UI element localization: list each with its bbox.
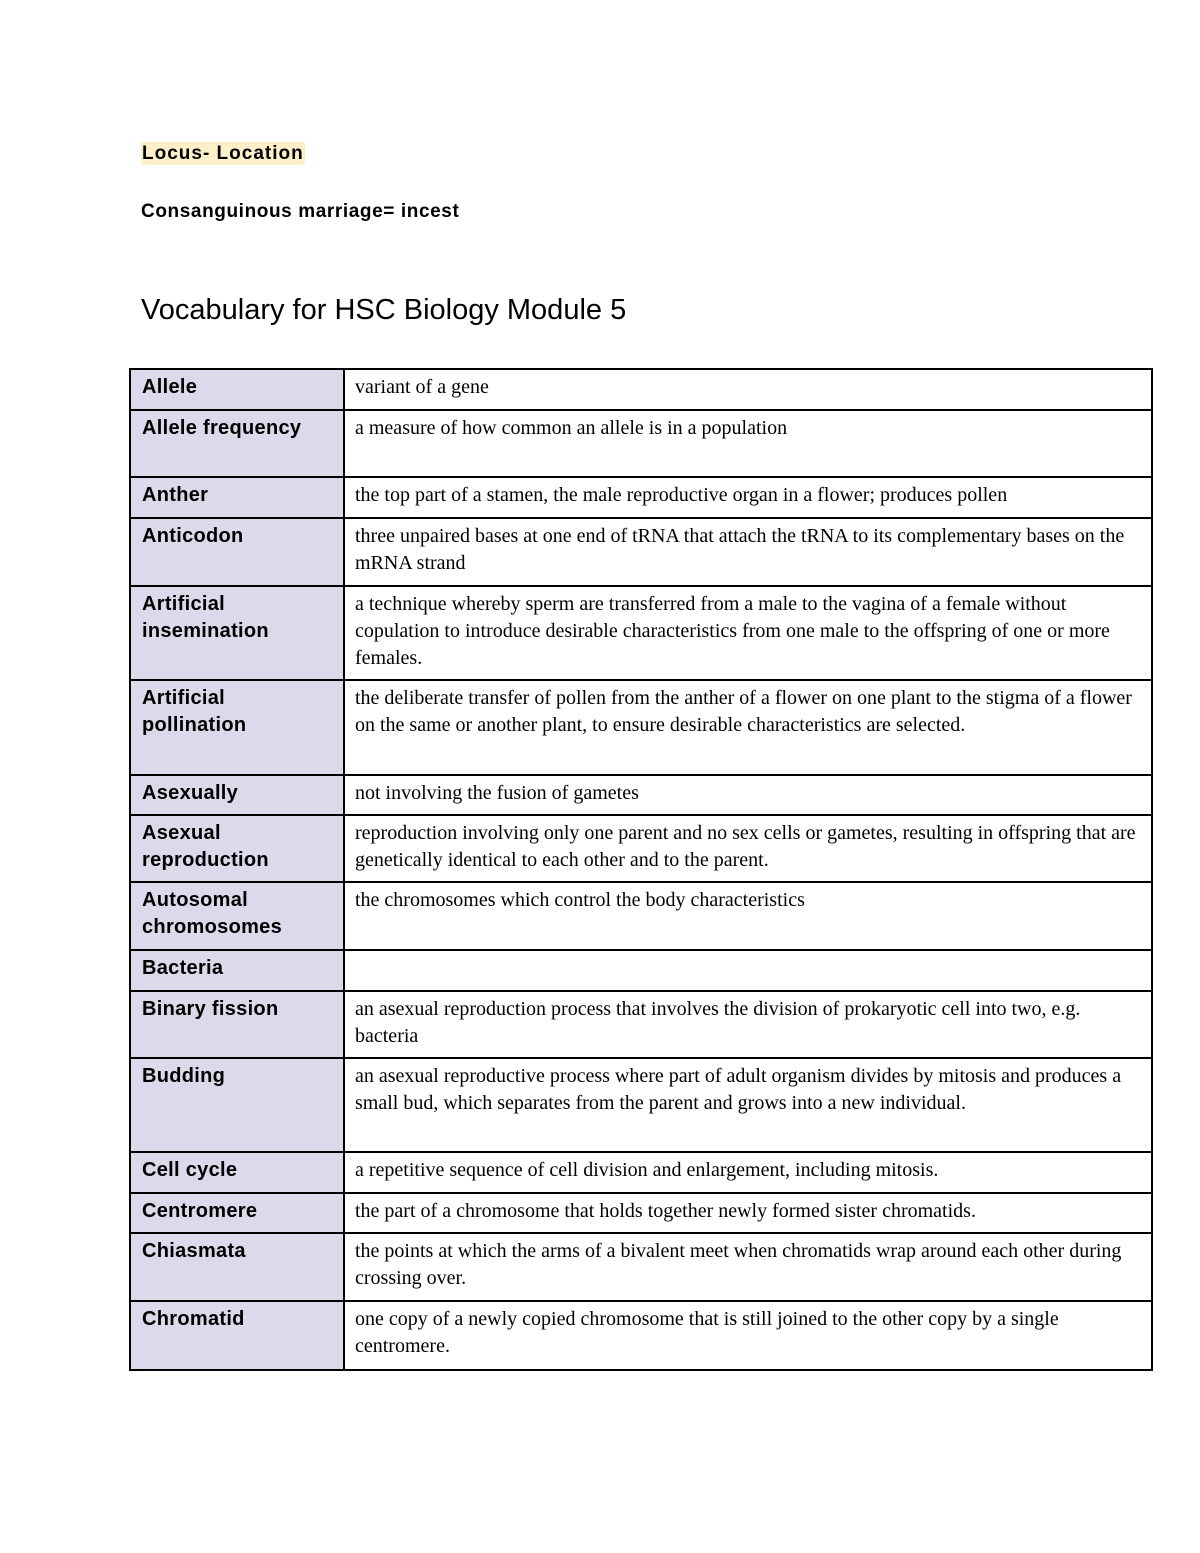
table-row <box>130 1152 1152 1193</box>
definition-cell: the deliberate transfer of pollen from the anther of a flower on one plant to the stigma of a flower on the same or another plant, to ensure desirable characteristics are selected. <box>344 680 1152 775</box>
term-cell: Chromatid <box>130 1301 344 1370</box>
table-row <box>130 477 1152 518</box>
definition-cell: three unpaired bases at one end of tRNA that attach the tRNA to its complementary bases on the mRNA strand <box>344 518 1152 586</box>
definition-cell: an asexual reproduction process that involves the division of prokaryotic cell into two, e.g. bacteria <box>344 991 1152 1058</box>
term-cell: Chiasmata <box>130 1233 344 1301</box>
term-cell: Allele frequency <box>130 410 344 477</box>
definition-cell: the points at which the arms of a bivalent meet when chromatids wrap around each other during crossing over. <box>344 1233 1152 1301</box>
definition-cell: the part of a chromosome that holds together newly formed sister chromatids. <box>344 1193 1152 1233</box>
term-cell: Allele <box>130 369 344 410</box>
table-row <box>130 1301 1152 1370</box>
table-row <box>130 1058 1152 1152</box>
definition-cell: one copy of a newly copied chromosome that is still joined to the other copy by a single centromere. <box>344 1301 1152 1370</box>
table-row <box>130 775 1152 815</box>
definition-cell: a technique whereby sperm are transferred from a male to the vagina of a female without copulation to introduce desirable characteristics from one male to the offspring of one or more females. <box>344 586 1152 680</box>
term-cell: Autosomal chromosomes <box>130 882 344 950</box>
vocabulary-table-body <box>130 369 1152 1370</box>
term-cell: Bacteria <box>130 950 344 991</box>
term-cell: Anticodon <box>130 518 344 586</box>
table-row <box>130 1233 1152 1301</box>
table-row <box>130 680 1152 775</box>
term-cell: Artificial insemination <box>130 586 344 680</box>
definition-cell: a repetitive sequence of cell division and enlargement, including mitosis. <box>344 1152 1152 1193</box>
term-cell: Artificial pollination <box>130 680 344 775</box>
definition-cell: an asexual reproductive process where part of adult organism divides by mitosis and produces a small bud, which separates from the parent and grows into a new individual. <box>344 1058 1152 1152</box>
term-cell: Anther <box>130 477 344 518</box>
term-cell: Centromere <box>130 1193 344 1233</box>
term-cell: Cell cycle <box>130 1152 344 1193</box>
note-consanguinous: Consanguinous marriage= incest <box>141 201 460 222</box>
term-cell: Binary fission <box>130 991 344 1058</box>
table-row <box>130 518 1152 586</box>
definition-cell: the chromosomes which control the body characteristics <box>344 882 1152 950</box>
table-row <box>130 882 1152 950</box>
table-row <box>130 410 1152 477</box>
definition-cell: a measure of how common an allele is in a population <box>344 410 1152 477</box>
table-row <box>130 1193 1152 1233</box>
term-cell: Asexually <box>130 775 344 815</box>
term-cell: Budding <box>130 1058 344 1152</box>
page-title: Vocabulary for HSC Biology Module 5 <box>141 294 627 326</box>
table-row <box>130 369 1152 410</box>
vocabulary-table <box>129 368 1153 1371</box>
table-row <box>130 586 1152 680</box>
definition-cell: not involving the fusion of gametes <box>344 775 1152 815</box>
definition-cell: reproduction involving only one parent and no sex cells or gametes, resulting in offspring that are genetically identical to each other and to the parent. <box>344 815 1152 882</box>
definition-cell <box>344 950 1152 991</box>
definition-cell: the top part of a stamen, the male reproductive organ in a flower; produces pollen <box>344 477 1152 518</box>
note-locus-text: Locus- Location <box>142 143 304 164</box>
term-cell: Asexual reproduction <box>130 815 344 882</box>
table-row <box>130 950 1152 991</box>
table-row <box>130 991 1152 1058</box>
table-row <box>130 815 1152 882</box>
definition-cell: variant of a gene <box>344 369 1152 410</box>
note-locus <box>141 141 305 167</box>
